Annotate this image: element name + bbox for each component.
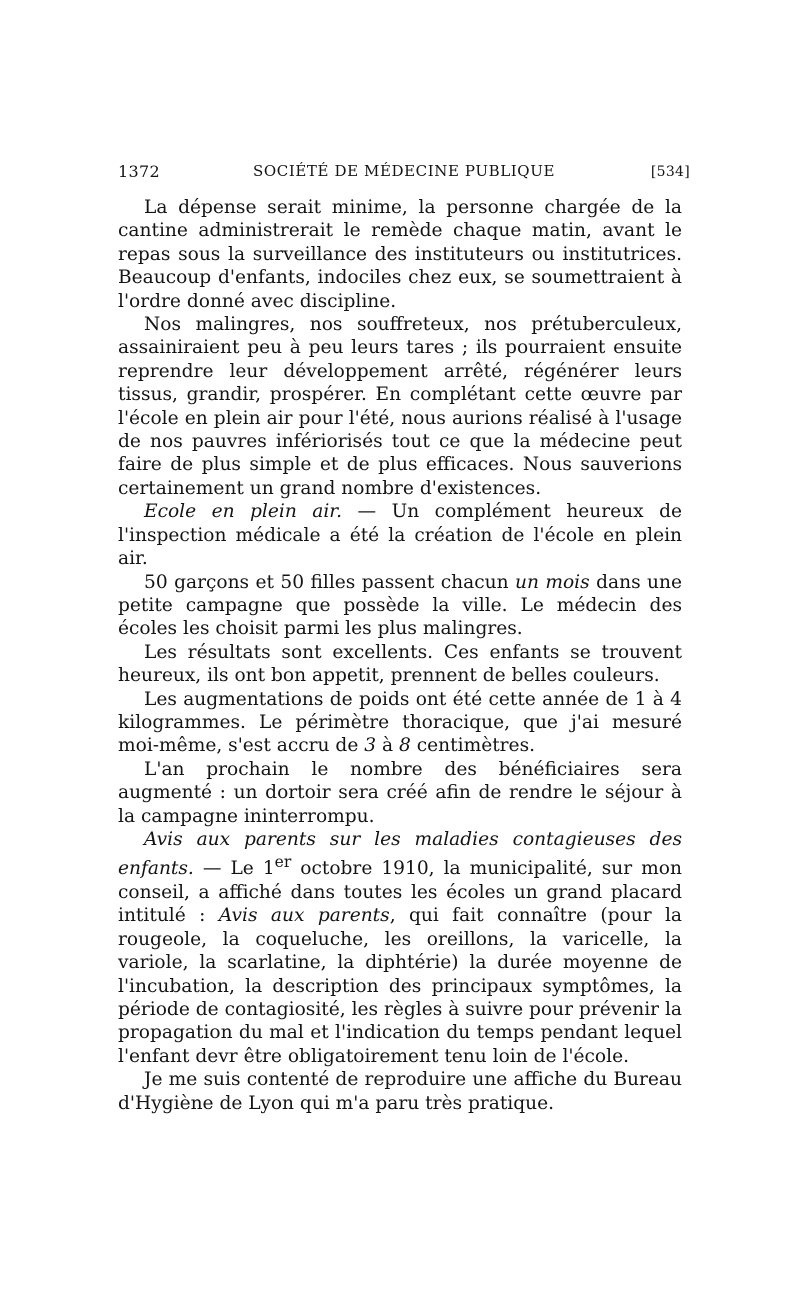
paragraph-text: dans une petite campagne que possède la ville. Le médecin des écoles les choisit parmi les plus malingres. bbox=[118, 571, 682, 640]
page-number: 1372 bbox=[118, 162, 160, 181]
paragraph-text: La dépense serait minime, la personne chargée de la cantine administrerait le remède chaque matin, avant le repas sous la surveillance des instituteurs ou institutrices. Beaucoup d'enfants, indociles chez eux, se soumettraient à l'ordre donné avec discipline. bbox=[118, 197, 682, 312]
paragraph-text: , qui fait connaître (pour la rougeole, la coqueluche, les oreillons, la varicelle, la variole, la scarlatine, la diphtérie) la durée moyenne de l'incubation, la description des principaux symptômes, la période de contagiosité, les règles à suivre pour prévenir la propagation du mal et l'indication du temps pendant lequel l'enfant devr être obligatoirement tenu loin de l'école. bbox=[118, 905, 683, 1067]
paragraph-text: à bbox=[376, 735, 399, 757]
paragraph-text: Les augmentations de poids ont été cette année de 1 à 4 kilogrammes. Le périmètre thoracique, que j'ai mesuré moi-même, s'est accru de bbox=[118, 688, 682, 757]
paragraph-text: L'an prochain le nombre des bénéficiaires sera augmenté : un dortoir sera créé afin de rendre le séjour à la campagne ininterrompu. bbox=[118, 758, 682, 827]
section-heading: Avis aux parents sur les maladies contagieuses des enfants. bbox=[118, 828, 682, 880]
paragraph-text: Nos malingres, nos souffreteux, nos prétuberculeux, assainiraient peu à peu leurs tares ; ils pourraient ensuite reprendre leur développement arrêté, régénérer leurs tissus, grandir, prospérer. En complétant cette œuvre par l'école en plein air pour l'été, nous aurions réalisé à l'usage de nos pauvres infériorisés tout ce que la médecine peut faire de plus simple et de plus efficaces. Nous sauverions certainement un grand nombre d'existences. bbox=[118, 314, 682, 499]
ordinal-superscript: er bbox=[274, 853, 292, 872]
running-title: SOCIÉTÉ DE MÉDECINE PUBLIQUE bbox=[253, 162, 555, 180]
paragraph-avis-aux-parents bbox=[118, 828, 682, 1068]
italic-number: 3 bbox=[364, 735, 377, 757]
paragraph-malingres bbox=[118, 313, 682, 500]
paragraph-an-prochain bbox=[118, 758, 682, 828]
paragraph-augmentations bbox=[118, 688, 682, 758]
paragraph-text: centimètres. bbox=[410, 735, 536, 757]
paragraph-cantine bbox=[118, 196, 682, 313]
italic-phrase: Avis aux parents bbox=[218, 905, 390, 927]
italic-number: 8 bbox=[399, 735, 411, 757]
paragraph-ecole-plein-air bbox=[118, 500, 682, 570]
folio-number: [534] bbox=[650, 164, 690, 180]
paragraph-garcons-filles bbox=[118, 571, 682, 641]
paragraph-text: Les résultats sont excellents. Ces enfants se trouvent heureux, ils ont bon appetit, prennent de belles couleurs. bbox=[118, 641, 682, 687]
paragraph-text: — Un complément heureux de l'inspection médicale a été la création de l'école en plein air. bbox=[118, 501, 682, 570]
section-heading: Ecole en plein air. bbox=[144, 501, 343, 523]
paragraph-text: — Le 1 bbox=[193, 858, 275, 880]
paragraph-text: 50 garçons et 50 filles passent chacun bbox=[144, 571, 515, 593]
paragraph-affiche bbox=[118, 1068, 682, 1115]
body-text bbox=[118, 196, 682, 1115]
paragraph-resultats bbox=[118, 641, 682, 688]
paragraph-text: Je me suis contenté de reproduire une affiche du Bureau d'Hygiène de Lyon qui m'a paru très pratique. bbox=[118, 1069, 682, 1114]
italic-phrase: un mois bbox=[514, 571, 590, 593]
running-header bbox=[118, 162, 690, 186]
paragraph-text: octobre 1910, la municipalité, sur mon conseil, a affiché dans toutes les écoles un grand placard intitulé : bbox=[118, 858, 682, 927]
